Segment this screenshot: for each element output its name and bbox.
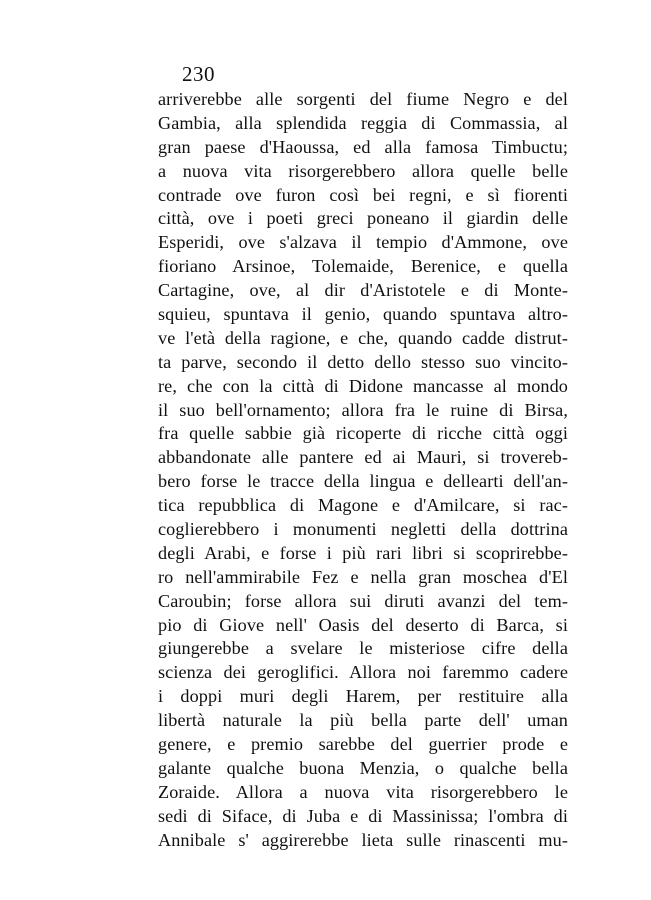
body-text xyxy=(158,88,568,853)
text-line-3: gran paese d'Haoussa, ed alla famosa Timbuctu; xyxy=(158,136,568,157)
text-line-1: arriverebbe alle sorgenti del fiume Negro e del xyxy=(158,89,568,109)
text-line-25: scienza dei geroglifici. Allora noi faremmo cadere xyxy=(158,662,568,683)
text-line-17: bero forse le tracce della lingua e dellearti dell'an- xyxy=(158,471,568,492)
text-line-28: genere, e premio sarebbe del guerrier prode e xyxy=(158,734,568,755)
text-line-24: giungerebbe a svelare le misteriose cifre della xyxy=(158,638,568,659)
text-line-10: squieu, spuntava il genio, quando spuntava altro- xyxy=(158,304,568,325)
text-line-18: tica repubblica di Magone e d'Amilcare, si rac- xyxy=(158,495,568,516)
text-line-30: Zoraide. Allora a nuova vita risorgerebbero le xyxy=(158,781,568,802)
page-number: 230 xyxy=(182,62,215,86)
text-line-5: contrade ove furon così bei regni, e sì fiorenti xyxy=(158,184,568,205)
text-line-19: coglierebbero i monumenti negletti della dottrina xyxy=(158,519,568,540)
text-line-6: città, ove i poeti greci poneano il giardin delle xyxy=(158,208,568,229)
text-line-21: ro nell'ammirabile Fez e nella gran moschea d'El xyxy=(158,566,568,587)
text-line-12: ta parve, secondo il detto dello stesso suo vincito- xyxy=(158,351,568,372)
text-line-14: il suo bell'ornamento; allora fra le ruine di Birsa, xyxy=(158,399,568,420)
text-line-29: galante qualche buona Menzia, o qualche bella xyxy=(158,757,568,778)
text-line-22: Caroubin; forse allora sui diruti avanzi del tem- xyxy=(158,590,568,611)
text-line-32: Annibale s' aggirerebbe lieta sulle rinascenti mu- xyxy=(158,829,568,850)
text-line-15: fra quelle sabbie già ricoperte di ricche città oggi xyxy=(158,423,568,444)
text-line-7: Esperidi, ove s'alzava il tempio d'Ammone, ove xyxy=(158,232,568,253)
text-line-20: degli Arabi, e forse i più rari libri si scoprirebbe- xyxy=(158,542,568,563)
text-line-26: i doppi muri degli Harem, per restituire alla xyxy=(158,686,568,707)
text-line-2: Gambia, alla splendida reggia di Commassia, al xyxy=(158,112,568,133)
text-line-8: fioriano Arsinoe, Tolemaide, Berenice, e quella xyxy=(158,256,568,277)
text-line-23: pio di Giove nell' Oasis del deserto di Barca, si xyxy=(158,614,568,635)
text-line-13: re, che con la città di Didone mancasse al mondo xyxy=(158,375,568,396)
text-line-31: sedi di Siface, di Juba e di Massinissa; l'ombra di xyxy=(158,805,568,826)
text-line-16: abbandonate alle pantere ed ai Mauri, si trovereb- xyxy=(158,447,568,468)
text-line-27: libertà naturale la più bella parte dell' uman xyxy=(158,710,568,731)
text-line-4: a nuova vita risorgerebbero allora quelle belle xyxy=(158,160,568,181)
text-line-11: ve l'età della ragione, e che, quando cadde distrut- xyxy=(158,327,568,348)
text-line-9: Cartagine, ove, al dir d'Aristotele e di Monte- xyxy=(158,280,568,301)
